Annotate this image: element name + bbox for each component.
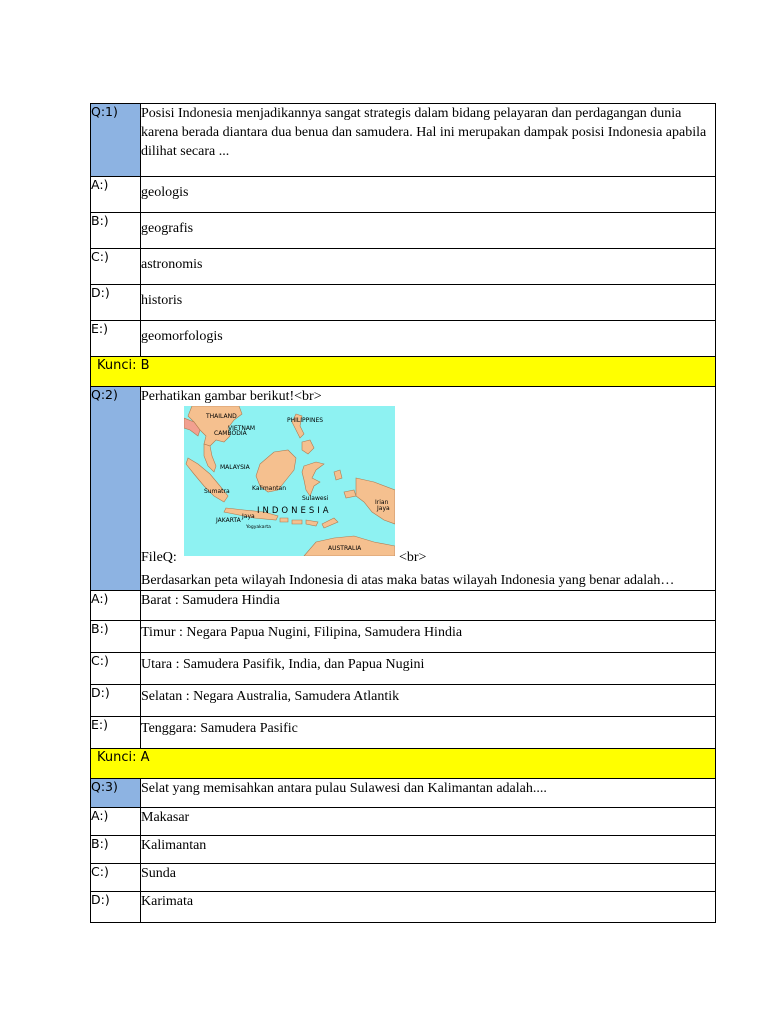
option-row [91,864,716,892]
option-text: Timur : Negara Papua Nugini, Filipina, Samudera Hindia [141,621,716,653]
option-row [91,177,716,213]
label-cambodia: CAMBODIA [214,430,247,437]
answer-key: Kunci: A [91,749,716,779]
indonesia-map [184,406,395,556]
option-row [91,717,716,749]
file-line [141,550,715,574]
option-text: Makasar [141,808,716,836]
option-label: C:) [91,249,141,285]
option-label: B:) [91,836,141,864]
label-australia: AUSTRALIA [328,545,362,552]
option-label: C:) [91,653,141,685]
option-text: Kalimantan [141,836,716,864]
option-text: Barat : Samudera Hindia [141,591,716,621]
option-row [91,285,716,321]
option-row [91,685,716,717]
question-row [91,387,716,591]
file-label: FileQ: [141,550,177,565]
label-yogyakarta: Yogyakarta [246,525,271,530]
question-number: Q:1) [91,104,141,177]
option-row [91,321,716,357]
option-row [91,213,716,249]
label-irian-jaya: Irian Jaya [375,499,390,512]
option-text: Selatan : Negara Australia, Samudera Atlantik [141,685,716,717]
question-text: Posisi Indonesia menjadikannya sangat strategis dalam bidang pelayaran dan perdagangan dunia karena berada diantara dua benua dan samudera. Hal ini merupakan dampak posisi Indonesia apabila dilihat secara ... [141,104,716,177]
label-philippines: PHILIPPINES [287,417,324,424]
label-jakarta: JAKARTA [216,517,241,524]
option-label: D:) [91,892,141,923]
option-text: Karimata [141,892,716,923]
quiz-table [90,103,716,923]
option-label: D:) [91,685,141,717]
option-row [91,249,716,285]
option-row [91,591,716,621]
option-label: A:) [91,177,141,213]
label-sumatra: Sumatra [204,488,230,495]
option-row [91,653,716,685]
br-tag-text: <br> [399,550,427,565]
option-row [91,621,716,653]
option-row [91,836,716,864]
question-intro: Perhatikan gambar berikut!<br> [141,389,322,404]
label-kalimantan: Kalimantan [252,485,286,492]
option-label: E:) [91,717,141,749]
option-text: geografis [141,213,716,249]
question-number: Q:2) [91,387,141,591]
option-label: D:) [91,285,141,321]
option-row [91,892,716,923]
option-label: B:) [91,621,141,653]
option-label: C:) [91,864,141,892]
label-thailand: THAILAND [206,413,237,420]
answer-key-row [91,749,716,779]
option-label: A:) [91,808,141,836]
label-jaya: Jaya [242,513,255,520]
option-text: historis [141,285,716,321]
label-malaysia: MALAYSIA [220,464,250,471]
option-text: geomorfologis [141,321,716,357]
option-label: E:) [91,321,141,357]
label-sulawesi: Sulawesi [302,495,329,502]
option-label: B:) [91,213,141,249]
question-body [141,387,716,591]
indonesia-map-image [184,406,395,556]
option-text: Tenggara: Samudera Pasific [141,717,716,749]
question-number: Q:3) [91,779,141,808]
option-text: Utara : Samudera Pasifik, India, dan Papua Nugini [141,653,716,685]
answer-key-row [91,357,716,387]
question-text: Selat yang memisahkan antara pulau Sulawesi dan Kalimantan adalah.... [141,779,716,808]
answer-key: Kunci: B [91,357,716,387]
option-text: Sunda [141,864,716,892]
option-row [91,808,716,836]
option-text: astronomis [141,249,716,285]
label-indonesia: INDONESIA [257,506,332,516]
label-vietnam: VIETNAM [228,425,256,432]
question-text: Berdasarkan peta wilayah Indonesia di atas maka batas wilayah Indonesia yang benar adalah… [141,573,675,588]
option-text: geologis [141,177,716,213]
question-row [91,104,716,177]
option-label: A:) [91,591,141,621]
question-row [91,779,716,808]
